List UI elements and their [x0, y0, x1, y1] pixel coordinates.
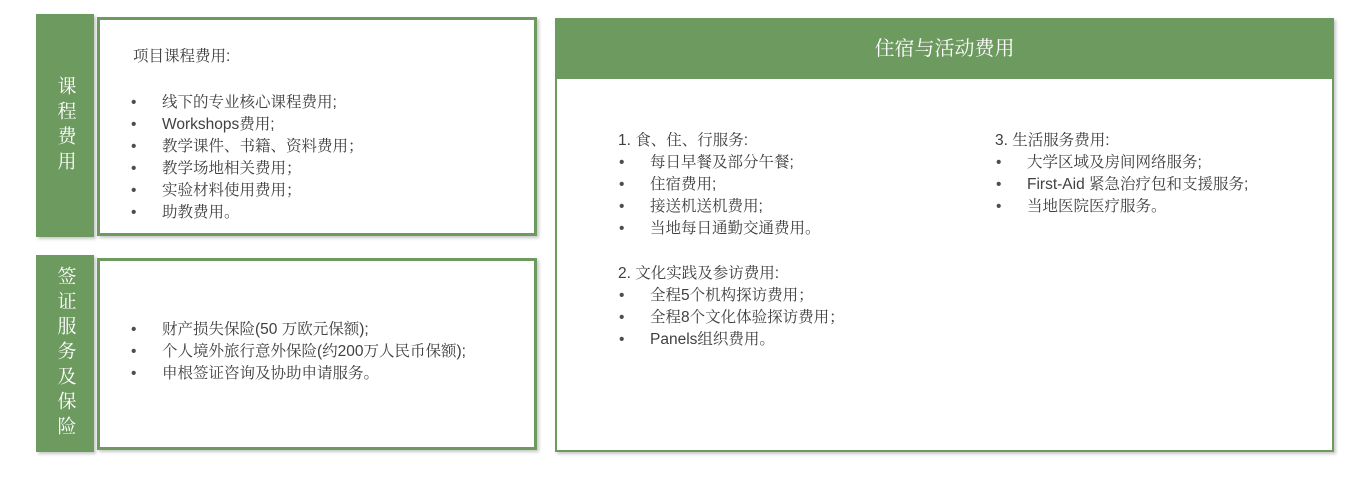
- visa-insurance-side-label: 签证服务及保险: [36, 255, 94, 452]
- list-item: • 助教费用。: [130, 202, 534, 224]
- list-item: • 大学区域及房间网络服务;: [995, 152, 1248, 174]
- group-heading-culture-visit: 2. 文化实践及参访费用:: [618, 265, 780, 282]
- accommodation-activity-title: 住宿与活动费用: [874, 38, 1015, 60]
- list-item: • 线下的专业核心课程费用;: [130, 92, 534, 114]
- accommodation-activity-panel: [555, 18, 1334, 452]
- course-fees-side-label: 课程费用: [36, 14, 94, 237]
- course-fees-box: [97, 17, 537, 236]
- course-fees-list: [130, 92, 534, 224]
- list-item: • 个人境外旅行意外保险(约200万人民币保额);: [130, 341, 534, 363]
- list-item: • 每日早餐及部分午餐;: [618, 152, 821, 174]
- list-item: • 教学场地相关费用；: [130, 158, 534, 180]
- visa-insurance-list: [130, 319, 534, 385]
- list-item: • Workshops费用;: [130, 114, 534, 136]
- list-item: • First-Aid 紧急治疗包和支援服务;: [995, 174, 1248, 196]
- list-item: • 财产损失保险(50 万欧元保额);: [130, 319, 534, 341]
- life-services-list: [995, 152, 1248, 218]
- life-services-group: [995, 130, 1248, 218]
- list-item: • 住宿费用;: [618, 174, 821, 196]
- list-item: • 全程5个机构探访费用；: [618, 285, 845, 307]
- food-stay-transport-list: [618, 152, 821, 240]
- list-item: • 教学课件、书籍、资料费用；: [130, 136, 534, 158]
- course-fees-box-title: 项目课程费用:: [133, 48, 231, 65]
- culture-visit-list: [618, 285, 845, 351]
- list-item: • Panels组织费用。: [618, 329, 845, 351]
- group-heading-life-services: 3. 生活服务费用:: [995, 132, 1110, 149]
- food-stay-transport-group: [618, 130, 821, 240]
- list-item: • 当地医院医疗服务。: [995, 196, 1248, 218]
- culture-visit-group: [618, 263, 845, 351]
- list-item: • 当地每日通勤交通费用。: [618, 218, 821, 240]
- accommodation-activity-header: [557, 20, 1332, 79]
- list-item: • 全程8个文化体验探访费用；: [618, 307, 845, 329]
- visa-insurance-box: [97, 258, 537, 450]
- list-item: • 实验材料使用费用；: [130, 180, 534, 202]
- list-item: • 申根签证咨询及协助申请服务。: [130, 363, 534, 385]
- group-heading-food-stay-transport: 1. 食、住、行服务:: [618, 132, 749, 149]
- list-item: • 接送机送机费用;: [618, 196, 821, 218]
